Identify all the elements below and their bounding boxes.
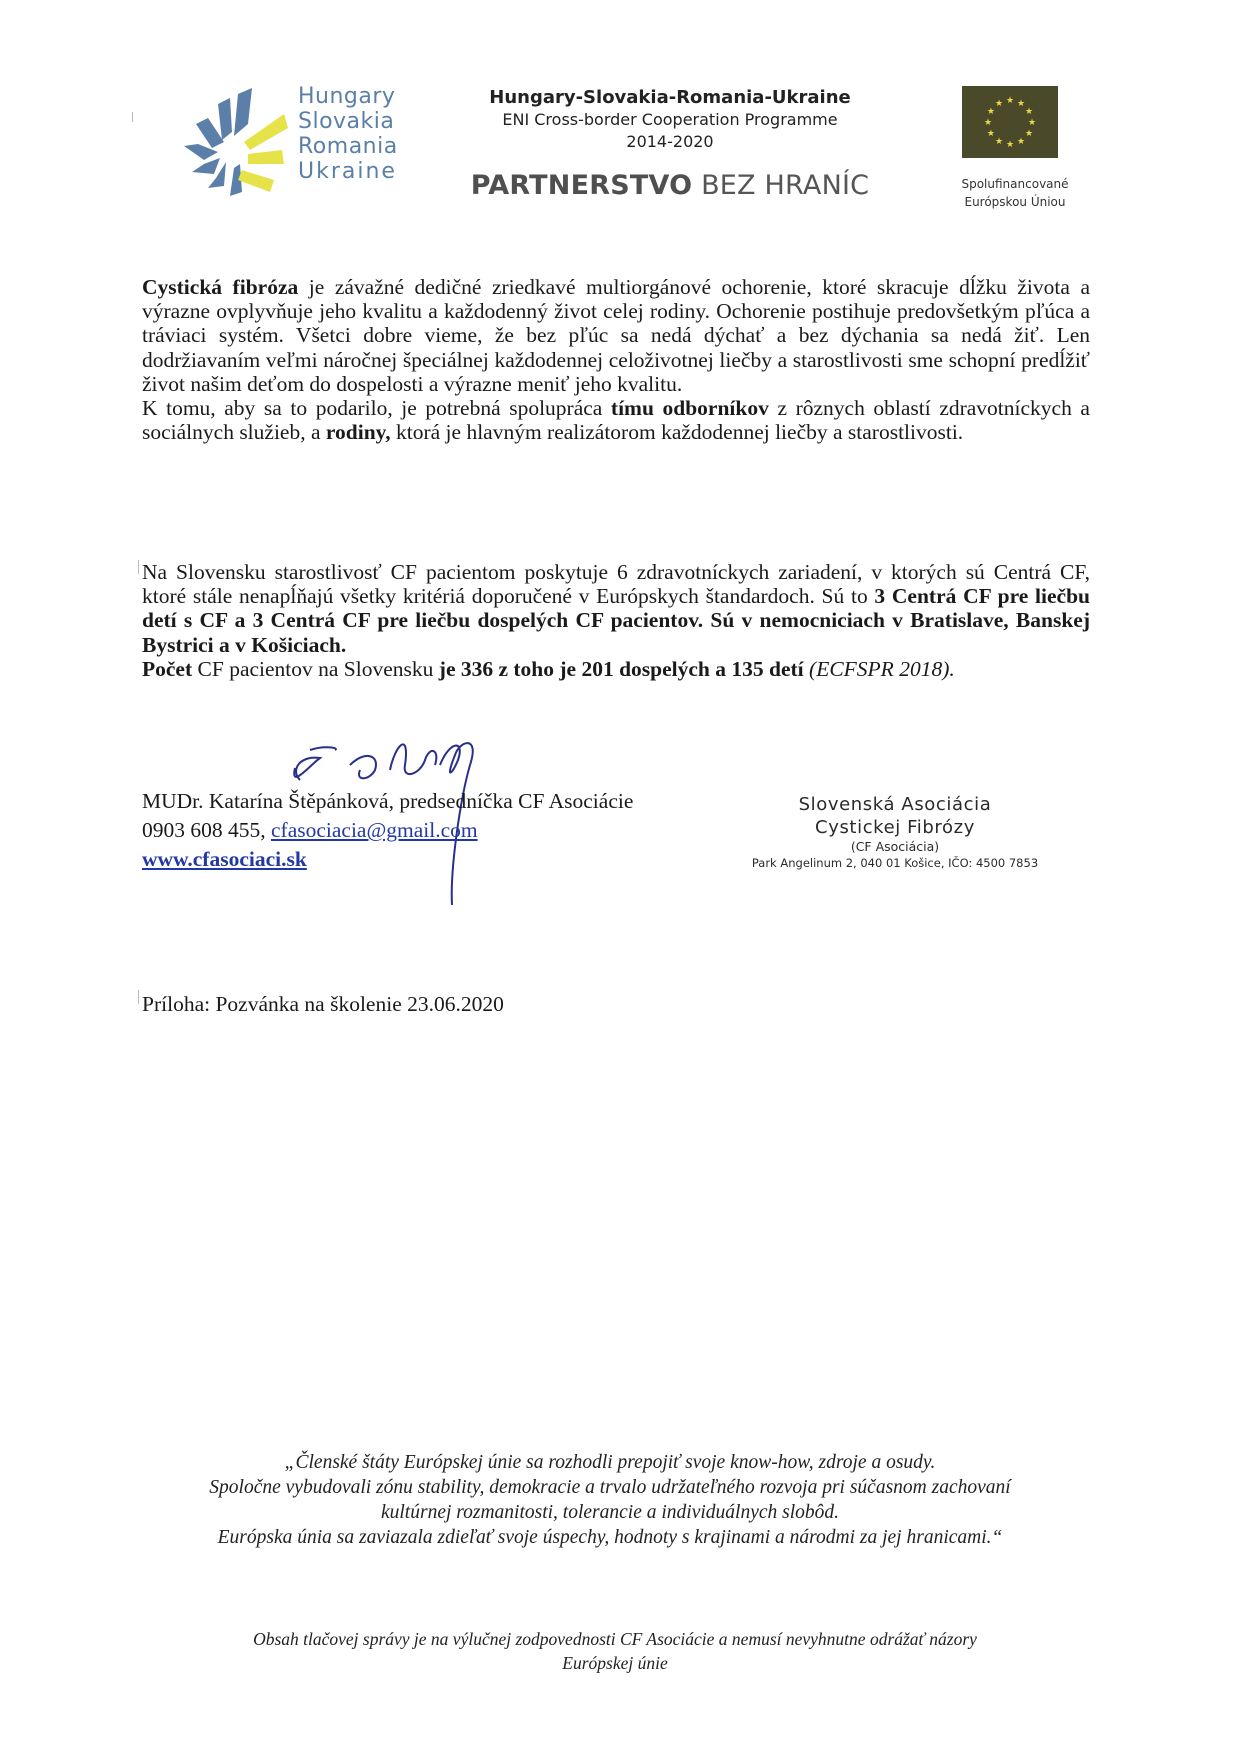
programme-title: Hungary-Slovakia-Romania-Ukraine [489, 87, 851, 108]
intro-text-3: z rôznych oblastí zdravotníckych a sociálnych služieb, a [142, 396, 1090, 445]
eu-star-icon: ★ [1005, 139, 1015, 149]
logo-word-hungary: Hungary [298, 84, 396, 109]
programme-slogan [470, 171, 870, 201]
programme-years: 2014-2020 [626, 132, 714, 151]
eu-star-icon: ★ [994, 136, 1004, 147]
stamp-line1: Slovenská Asociácia [798, 794, 992, 815]
quote-line: Európska únia sa zaviazala zdieľať svoje úspechy, hodnoty s krajinami a národmi za jej hranicami.“ [217, 1527, 1003, 1548]
term-family: rodiny, [325, 420, 391, 445]
disclaimer-line: Európskej únie [562, 1653, 668, 1673]
slogan-rest: BEZ HRANÍC [692, 170, 870, 201]
attachment-note: Príloha: Pozvánka na školenie 23.06.2020 [142, 992, 504, 1016]
disclaimer-line: Obsah tlačovej správy je na výlučnej zodpovednosti CF Asociácie a nemusí nevyhnutne odrážať názory [253, 1629, 977, 1649]
centers-bold: 3 Centrá CF pre liečbu detí s CF a 3 Centrá CF pre liečbu dospelých CF pacientov. Sú v nemocniciach v Bratislave, Banskej Bystrici a v Košiciach. [142, 584, 1090, 657]
eu-quote [120, 1450, 1100, 1550]
contact-block [142, 787, 633, 874]
contact-line [142, 816, 633, 845]
patients-count: je 336 z toho je 201 dospelých a 135 detí [438, 656, 804, 681]
eu-flag-icon [962, 86, 1058, 158]
signatory-name: MUDr. Katarína Štěpánková, predsedníčka CF Asociácie [142, 789, 634, 813]
patients-text: CF pacientov na Slovensku [192, 656, 439, 681]
intro-paragraph [142, 275, 1090, 444]
scan-mark [138, 990, 139, 1004]
eu-star-icon: ★ [1027, 117, 1037, 127]
eu-star-icon: ★ [983, 117, 993, 127]
quote-line: Spoločne vybudovali zónu stability, demokracie a trvalo udržateľného rozvoja pri súčasnom zachovaní [209, 1477, 1011, 1498]
eu-caption-line2: Európskou Úniou [964, 195, 1066, 209]
eu-star-icon: ★ [994, 97, 1004, 108]
scan-mark [138, 560, 139, 574]
eu-star-icon: ★ [1025, 106, 1034, 116]
hsru-programme-logo [178, 78, 418, 213]
patients-count-label: Počet [142, 656, 193, 681]
eu-star-icon: ★ [986, 128, 995, 138]
eu-star-icon: ★ [1005, 95, 1015, 105]
quote-line: kultúrnej rozmanitosti, tolerancie a individuálnych slobôd. [380, 1502, 840, 1523]
scan-mark [132, 112, 133, 122]
centers-text-1: Na Slovensku starostlivosť CF pacientom poskytuje 6 zdravotníckych zariadení, v ktorých sú Centrá CF, ktoré stále nenapĺňajú všetky kritériá doporučené v Európskych štandardoch. Sú to [142, 560, 1090, 609]
slogan-bold: PARTNERSTVO [470, 170, 693, 201]
eu-cofinanced-caption [955, 175, 1075, 211]
eu-star-icon: ★ [986, 106, 995, 116]
centers-paragraph [142, 560, 1090, 681]
intro-text-2: K tomu, aby sa to podarilo, je potrebná spolupráca [142, 396, 611, 421]
eu-stars-icon [962, 86, 1058, 158]
term-team: tímu odborníkov [610, 396, 769, 421]
stamp-line3: (CF Asociácia) [850, 839, 940, 854]
eu-star-icon: ★ [1016, 97, 1026, 108]
eu-star-icon: ★ [1025, 128, 1034, 138]
star-logo-icon [178, 84, 288, 204]
patients-source: (ECFSPR 2018). [803, 656, 955, 681]
programme-header [470, 86, 870, 201]
website-link[interactable]: www.cfasociaci.sk [142, 847, 307, 871]
eu-star-icon: ★ [1016, 136, 1026, 147]
phone-number: 0903 608 455, [142, 818, 271, 842]
disclaimer [150, 1627, 1080, 1675]
logo-word-slovakia: Slovakia [298, 109, 395, 134]
intro-text-4: ktorá je hlavným realizátorom každodennej liečby a starostlivosti. [390, 420, 964, 445]
stamp-line2: Cystickej Fibrózy [815, 817, 975, 838]
email-link[interactable]: cfasociacia@gmail.com [271, 818, 478, 842]
logo-word-romania: Romania [298, 134, 398, 159]
eu-caption-line1: Spolufinancované [961, 177, 1069, 191]
quote-line: „Členské štáty Európskej únie sa rozhodli prepojiť svoje know-how, zdroje a osudy. [284, 1452, 936, 1473]
stamp-line4: Park Angelinum 2, 040 01 Košice, IČO: 4500 7853 [751, 856, 1039, 870]
term-cf: Cystická fibróza [142, 275, 299, 299]
organization-stamp [745, 793, 1045, 871]
intro-text-1: je závažné dedičné zriedkavé multiorgánové ochorenie, ktoré skracuje dĺžku života a výrazne ovplyvňuje jeho kvalitu a každodenný život celej rodiny. Ochorenie postihuje predovšetkým pľúca a tráviaci systém. Všetci dobre vieme, že bez pľúc sa nedá dýchať a bez dýchania sa nedá žiť. Len dodržiavaním veľmi náročnej špeciálnej každodennej celoživotnej liečby a starostlivosti sme schopní predĺžiť život našim deťom do dospelosti a výrazne meniť jeho kvalitu. [142, 275, 1090, 396]
programme-subtitle: ENI Cross-border Cooperation Programme [502, 110, 838, 129]
logo-word-ukraine: Ukraine [298, 159, 397, 184]
